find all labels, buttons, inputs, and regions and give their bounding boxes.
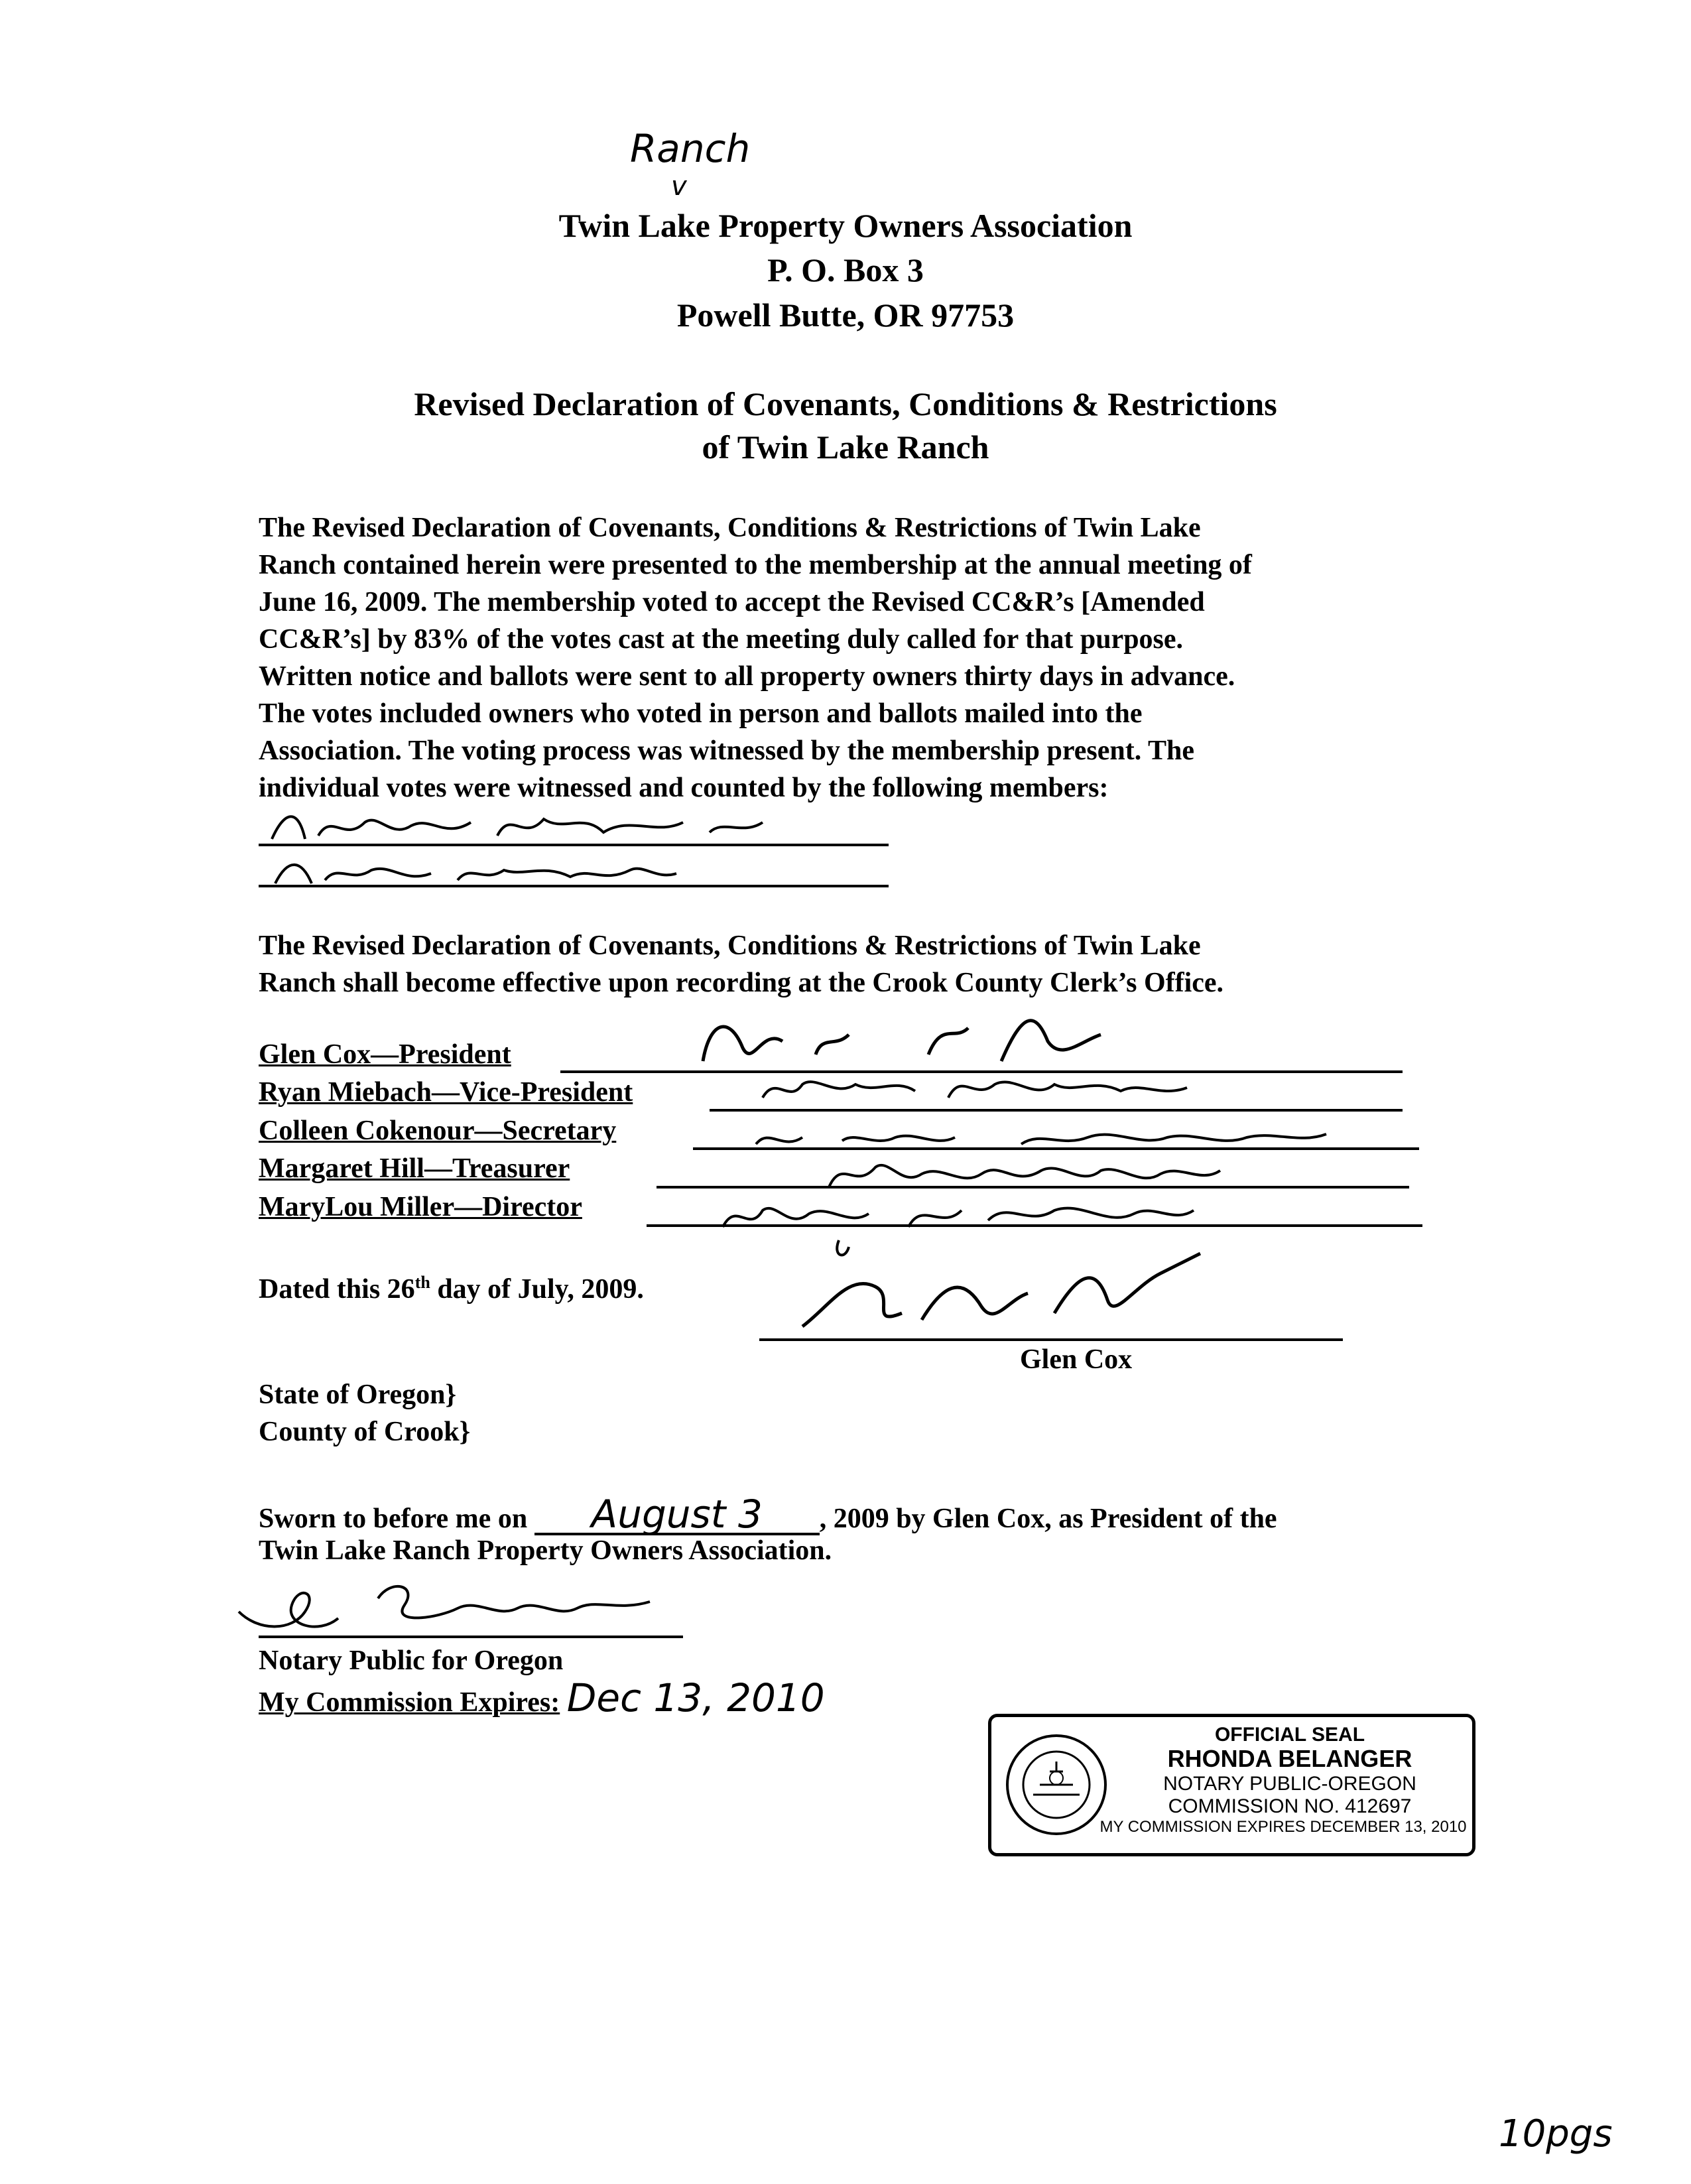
- commission-handwritten-date: Dec 13, 2010: [566, 1675, 825, 1720]
- paragraph-line: June 16, 2009. The membership voted to accept the Revised CC&R’s [Amended: [259, 587, 1205, 617]
- signer-name: Glen Cox: [1020, 1344, 1133, 1375]
- paragraph-line: CC&R’s] by 83% of the votes cast at the meeting duly called for that purpose.: [259, 624, 1184, 655]
- state-seal-icon: [1003, 1732, 1109, 1838]
- state-line: State of Oregon}: [259, 1380, 457, 1410]
- caret-mark: v: [671, 171, 687, 202]
- officer-signature-vice-president: [749, 1064, 1227, 1111]
- handwritten-insertion: Ranch: [630, 126, 751, 171]
- paragraph-line: The Revised Declaration of Covenants, Conditions & Restrictions of Twin Lake: [259, 513, 1201, 543]
- letterhead-org: Twin Lake Property Owners Association: [558, 207, 1133, 244]
- sworn-handwritten-date: August 3: [534, 1496, 820, 1535]
- paragraph-line: Ranch shall become effective upon recording at the Crook County Clerk’s Office.: [259, 968, 1224, 998]
- seal-line-5: MY COMMISSION EXPIRES DECEMBER 13, 2010: [1099, 1818, 1467, 1836]
- officer-role: Margaret Hill—Treasurer: [259, 1153, 570, 1184]
- notary-label: Notary Public for Oregon: [259, 1645, 564, 1676]
- signer-signature: [789, 1247, 1214, 1346]
- witness-signature-2: [259, 850, 723, 890]
- commission-expires-line: [259, 1675, 825, 1721]
- paragraph-line: The votes included owners who voted in person and ballots mailed into the: [259, 698, 1143, 729]
- witness-signature-1: [259, 803, 802, 849]
- seal-line-3: NOTARY PUBLIC-OREGON: [1163, 1773, 1416, 1795]
- sworn-prefix: Sworn to before me on: [259, 1504, 528, 1534]
- seal-line-1: OFFICIAL SEAL: [1214, 1724, 1365, 1746]
- paragraph-effective: [259, 927, 1223, 1001]
- seal-line-4: COMMISSION NO. 412697: [1168, 1795, 1412, 1817]
- commission-label: My Commission Expires:: [259, 1687, 560, 1718]
- letterhead-city: Powell Butte, OR 97753: [676, 296, 1015, 334]
- dated-ordinal: th: [414, 1273, 430, 1292]
- document-title-line2: of Twin Lake Ranch: [702, 428, 989, 466]
- sworn-suffix: , 2009 by Glen Cox, as President of the: [819, 1504, 1277, 1534]
- paragraph-voting: [259, 509, 1252, 806]
- paragraph-line: Ranch contained herein were presented to the membership at the annual meeting of: [259, 550, 1252, 580]
- paragraph-line: Association. The voting process was witnessed by the membership present. The: [259, 736, 1194, 766]
- notary-signature: [219, 1572, 696, 1638]
- dated-suffix: day of July, 2009.: [430, 1274, 644, 1305]
- sworn-line: [259, 1492, 1277, 1537]
- document-title-line1: Revised Declaration of Covenants, Conditions & Restrictions: [414, 385, 1277, 422]
- dated-prefix: Dated this 26: [259, 1274, 415, 1305]
- paragraph-line: individual votes were witnessed and counted by the following members:: [259, 773, 1109, 803]
- seal-line-2: RHONDA BELANGER: [1167, 1745, 1412, 1772]
- dated-line: [259, 1264, 644, 1308]
- sworn-line-2: Twin Lake Ranch Property Owners Association.: [259, 1535, 832, 1566]
- officer-role: MaryLou Miller—Director: [259, 1192, 582, 1222]
- officer-role: Ryan Miebach—Vice-President: [259, 1077, 633, 1108]
- official-seal: [988, 1714, 1475, 1856]
- letterhead-box: P. O. Box 3: [767, 251, 924, 289]
- officer-role: Colleen Cokenour—Secretary: [259, 1116, 617, 1146]
- county-line: County of Crook}: [259, 1417, 471, 1447]
- page-count-note: 10pgs: [1499, 2112, 1613, 2155]
- officer-signature-president: [690, 1001, 1154, 1074]
- paragraph-line: Written notice and ballots were sent to all property owners thirty days in advance.: [259, 661, 1235, 692]
- officer-role: Glen Cox—President: [259, 1039, 511, 1070]
- paragraph-line: The Revised Declaration of Covenants, Conditions & Restrictions of Twin Lake: [259, 931, 1201, 961]
